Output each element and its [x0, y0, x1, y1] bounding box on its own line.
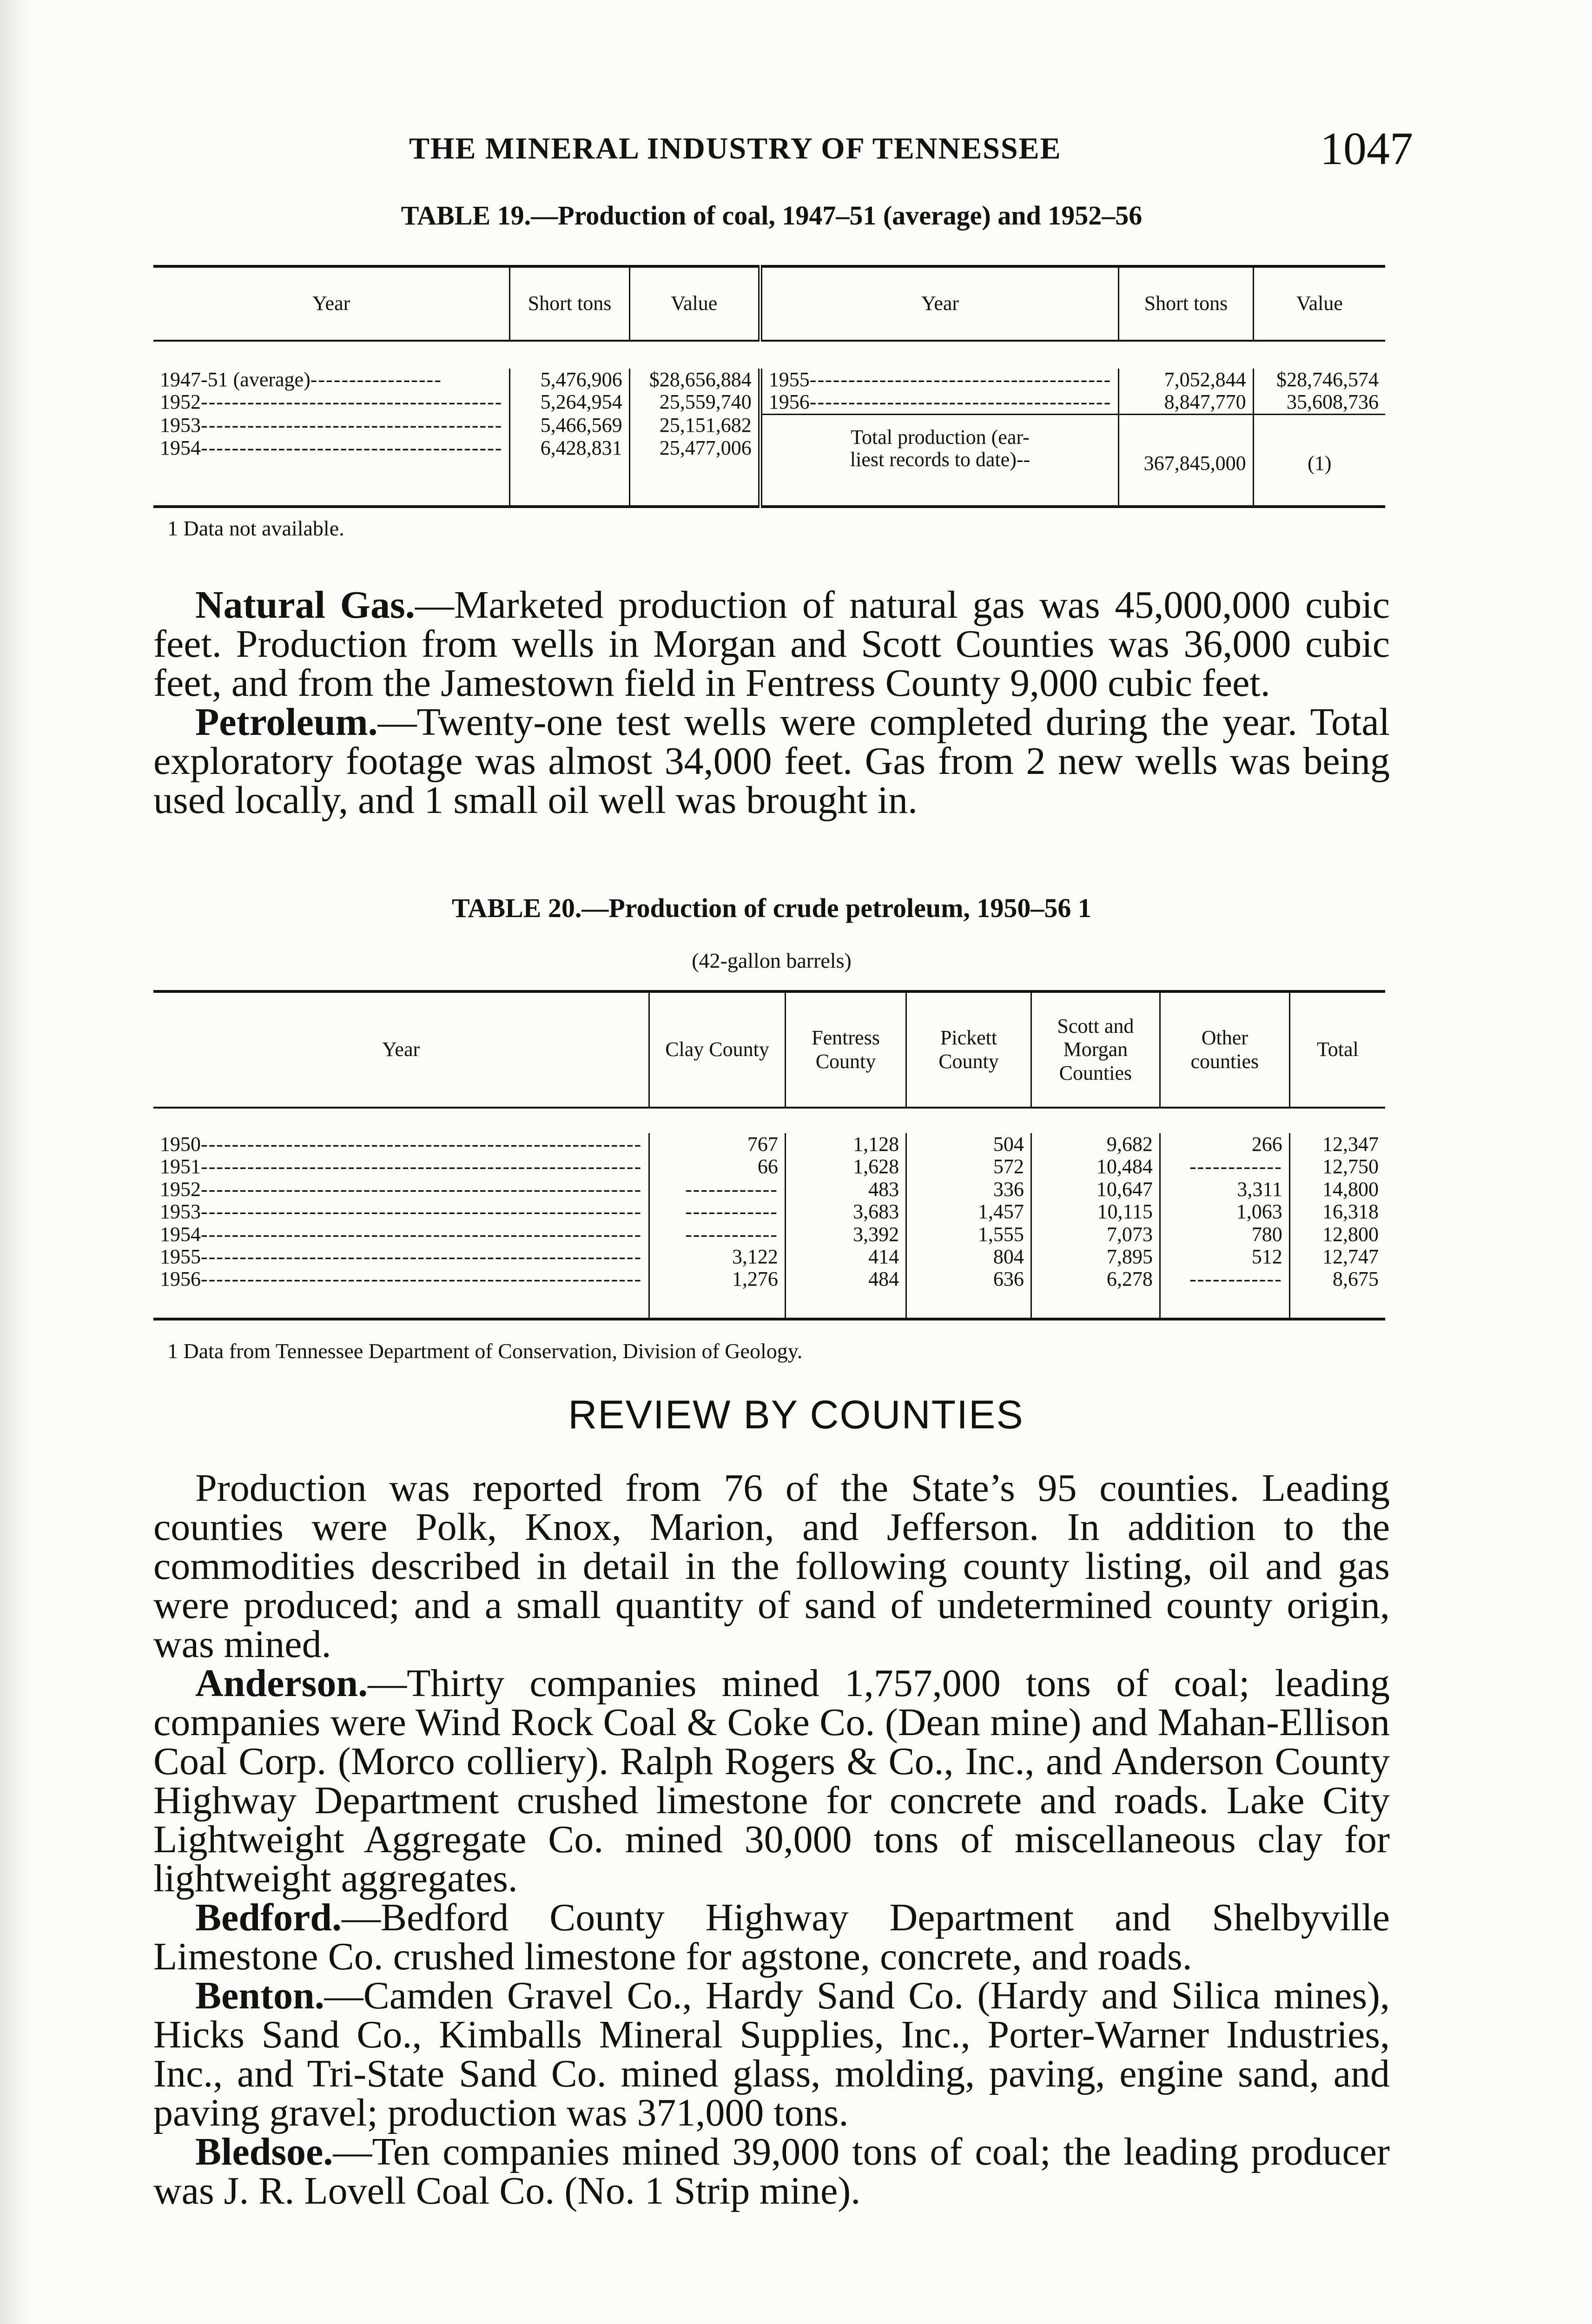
table-20-cell: 16,318: [1289, 1201, 1385, 1223]
table-20-cell: 1,128: [785, 1133, 906, 1155]
table-20-cell: 1,628: [785, 1155, 906, 1178]
anderson-text: —Thirty companies mined 1,757,000 tons of coal; leading companies were Wind Rock Coal & Coke Co. (Dean mine) and Mahan-Ellison Coal Corp. (Morco colliery). Ralph Rogers & Co., Inc., and Anderson County Highway Department crushed limestone for concrete and roads. Lake City Lightweight Aggregate Co. mined 30,000 tons of miscellaneous clay for lightweight aggregates.: [153, 1662, 1390, 1900]
table-19-cell: 1954: [160, 436, 201, 459]
table-row: 1955--------------------------------------------------------- 3,122 414 804 7,895 512 12,747: [153, 1246, 1385, 1268]
table-20-col-other: Other counties: [1160, 991, 1289, 1108]
table-row: 1950--------------------------------------------------------- 767 1,128 504 9,682 266 12,347: [153, 1133, 1385, 1155]
petroleum-lead: Petroleum.: [195, 700, 378, 744]
table-19-cell: 1955: [768, 369, 810, 391]
paragraph-benton: [153, 1976, 1390, 2133]
table-19-cell: $28,746,574: [1253, 369, 1385, 391]
bledsoe-text: —Ten companies mined 39,000 tons of coal; the leading producer was J. R. Lovell Coal Co. (No. 1 Strip mine).: [153, 2130, 1390, 2212]
table-20-cell: 3,311: [1160, 1178, 1289, 1201]
table-20-cell: 1,063: [1160, 1201, 1289, 1223]
bledsoe-lead: Bledsoe.: [195, 2130, 333, 2173]
benton-lead: Benton.: [195, 1974, 324, 2017]
table-20-cell: 1954: [160, 1223, 201, 1246]
natural-gas-text: —Marketed production of natural gas was 45,000,000 cubic feet. Production from wells in Morgan and Scott Counties was 36,000 cubic feet, and from the Jamestown field in Fentress County 9,000 cubic feet.: [153, 583, 1390, 705]
table-20-caption: TABLE 20.—Production of crude petroleum, 1950–56 1: [452, 893, 1091, 923]
table-19-cell: 5,466,569: [510, 414, 629, 436]
table-20-cell: 484: [785, 1268, 906, 1319]
table-row: 1953--------------------------------------------------------- ------------ 3,683 1,457 10,115 1,063 16,318: [153, 1201, 1385, 1223]
table-20-cell: 12,747: [1289, 1246, 1385, 1268]
table-19-cell: 1952: [160, 391, 201, 414]
table-19-total-tons: 367,845,000: [1119, 414, 1253, 506]
table-20-col-pickett: Pickett County: [906, 991, 1031, 1108]
table-20-cell: 1,555: [906, 1223, 1031, 1246]
table-19-caption: TABLE 19.—Production of coal, 1947–51 (average) and 1952–56: [401, 200, 1143, 231]
table-19-col-value: Value: [629, 266, 760, 341]
table-20-cell: 636: [906, 1268, 1031, 1319]
benton-text: —Camden Gravel Co., Hardy Sand Co. (Hardy and Silica mines), Hicks Sand Co., Kimballs Mineral Supplies, Inc., Porter-Warner Industries, Inc., and Tri-State Sand Co. mined glass, molding, paving, engine sand, and paving gravel; production was 371,000 tons.: [153, 1974, 1390, 2134]
table-19-footnote: 1 Data not available.: [167, 516, 344, 540]
table-row: 1951--------------------------------------------------------- 66 1,628 572 10,484 ------------ 12,750: [153, 1155, 1385, 1178]
table-20-cell: 1950: [160, 1133, 201, 1155]
table-20-cell: 8,675: [1289, 1268, 1385, 1319]
paragraph-intro: Production was reported from 76 of the State’s 95 counties. Leading counties were Polk, Knox, Marion, and Jefferson. In addition to the commodities described in detail in the following county listing, oil and gas were produced; and a small quantity of sand of undetermined county origin, was mined.: [153, 1466, 1390, 1666]
table-20-cell: 7,073: [1031, 1223, 1160, 1246]
table-20-subcaption: (42-gallon barrels): [692, 949, 852, 972]
table-19-col-year-2: Year: [760, 266, 1118, 341]
table-20-cell: 504: [906, 1133, 1031, 1155]
running-title: THE MINERAL INDUSTRY OF TENNESSEE: [409, 132, 1062, 165]
table-20-cell: 7,895: [1031, 1246, 1160, 1268]
table-20-cell: 572: [906, 1155, 1031, 1178]
paragraph-bedford: [153, 1898, 1390, 1976]
table-19-cell: 35,608,736: [1253, 391, 1385, 414]
table-20-cell: 14,800: [1289, 1178, 1385, 1201]
table-19: [153, 265, 1385, 508]
table-20-cell: 1956: [160, 1268, 201, 1291]
table-20-cell: 266: [1160, 1133, 1289, 1155]
table-19-total-label: Total production (ear-: [851, 425, 1030, 449]
table-19-col-value-2: Value: [1253, 266, 1385, 341]
table-19-cell: 7,052,844: [1119, 369, 1253, 391]
table-20-cell: 512: [1160, 1246, 1289, 1268]
table-20-cell: 3,122: [649, 1246, 786, 1268]
table-20-cell: 10,484: [1031, 1155, 1160, 1178]
table-19-cell: 1947-51 (average): [160, 369, 310, 391]
table-row: 1952--------------------------------------- 5,264,954 25,559,740 1956--------------------------------------- 8,847,770 35,608,736: [153, 391, 1385, 414]
table-row: 1947-51 (average)----------------- 5,476,906 $28,656,884 1955--------------------------------------- 7,052,844 $28,746,574: [153, 369, 1385, 391]
table-20-col-clay: Clay County: [649, 991, 786, 1108]
table-20-cell: 780: [1160, 1223, 1289, 1246]
bedford-lead: Bedford.: [195, 1896, 342, 1939]
table-20-cell: 336: [906, 1178, 1031, 1201]
table-19-cell: 5,476,906: [510, 369, 629, 391]
section-heading: REVIEW BY COUNTIES: [568, 1393, 1024, 1437]
table-19-col-short-tons: Short tons: [510, 266, 629, 341]
table-20-cell: 1951: [160, 1155, 201, 1178]
table-20-cell: 3,683: [785, 1201, 906, 1223]
paragraph-bledsoe: [153, 2130, 1390, 2212]
table-20-cell: 1955: [160, 1245, 201, 1268]
table-19-col-short-tons-2: Short tons: [1119, 266, 1253, 341]
table-20-cell: 12,347: [1289, 1133, 1385, 1155]
table-19-cell: 1956: [768, 391, 810, 414]
table-19-cell: 25,477,006: [629, 437, 760, 507]
table-20-col-scott-morgan: Scott and Morgan Counties: [1031, 991, 1160, 1108]
table-20-cell: 12,750: [1289, 1155, 1385, 1178]
table-20-cell: 804: [906, 1246, 1031, 1268]
page-number: 1047: [1320, 123, 1413, 174]
table-19-cell: 1953: [160, 414, 201, 437]
table-row: 1952--------------------------------------------------------- ------------ 483 336 10,647 3,311 14,800: [153, 1178, 1385, 1201]
table-20-col-year: Year: [153, 991, 649, 1108]
table-19-total-value: (1): [1253, 414, 1385, 506]
table-19-cell: 6,428,831: [510, 437, 629, 507]
table-19-cell: 8,847,770: [1119, 391, 1253, 414]
paragraph-anderson: [153, 1664, 1390, 1898]
table-19-cell: 25,151,682: [629, 414, 760, 436]
table-row: 1954--------------------------------------- 6,428,831 25,477,006: [153, 437, 1385, 507]
table-20-col-total: Total: [1289, 991, 1385, 1108]
anderson-lead: Anderson.: [195, 1662, 368, 1705]
table-20-cell: 1,457: [906, 1201, 1031, 1223]
paragraph-petroleum: [153, 700, 1390, 822]
table-row: 1956--------------------------------------------------------- 1,276 484 636 6,278 ------------ 8,675: [153, 1268, 1385, 1319]
table-row: 1953--------------------------------------- 5,466,569 25,151,682 Total production (ear- liest records to date)-- 367,845,000 (1): [153, 414, 1385, 436]
table-20-footnote: 1 Data from Tennessee Department of Conservation, Division of Geology.: [167, 1339, 803, 1363]
table-20-cell: 6,278: [1031, 1268, 1160, 1319]
county-review: [153, 1466, 1390, 2212]
table-20-cell: 10,647: [1031, 1178, 1160, 1201]
natural-gas-lead: Natural Gas.: [195, 583, 415, 627]
table-20-cell: 9,682: [1031, 1133, 1160, 1155]
running-header: [195, 122, 1413, 173]
table-20-cell: 483: [785, 1178, 906, 1201]
table-20-cell: 1952: [160, 1178, 201, 1201]
table-19-total-label-2: liest records to date): [850, 448, 1017, 471]
table-20-cell: 767: [649, 1133, 786, 1155]
table-20-cell: 66: [649, 1155, 786, 1178]
table-20-cell: 3,392: [785, 1223, 906, 1246]
bedford-text: —Bedford County Highway Department and Shelbyville Limestone Co. crushed limestone for agstone, concrete, and roads.: [153, 1896, 1390, 1978]
table-19-cell: $28,656,884: [629, 369, 760, 391]
table-row: 1954--------------------------------------------------------- ------------ 3,392 1,555 7,073 780 12,800: [153, 1223, 1385, 1246]
table-20: [153, 990, 1385, 1320]
petroleum-text: —Twenty-one test wells were completed during the year. Total exploratory footage was almost 34,000 feet. Gas from 2 new wells was being used locally, and 1 small oil well was brought in.: [153, 700, 1390, 822]
table-19-cell: 5,264,954: [510, 391, 629, 414]
table-20-cell: 414: [785, 1246, 906, 1268]
paragraphs-top: [153, 583, 1390, 822]
paragraph-natural-gas: [153, 583, 1390, 705]
table-19-col-year: Year: [153, 266, 510, 341]
table-20-cell: 12,800: [1289, 1223, 1385, 1246]
table-20-cell: 10,115: [1031, 1201, 1160, 1223]
table-20-col-fentress: Fentress County: [785, 991, 906, 1108]
scan-edge-shadow: [0, 0, 28, 2324]
table-20-cell: 1,276: [649, 1268, 786, 1319]
table-20-cell: 1953: [160, 1201, 201, 1223]
table-19-cell: 25,559,740: [629, 391, 760, 414]
